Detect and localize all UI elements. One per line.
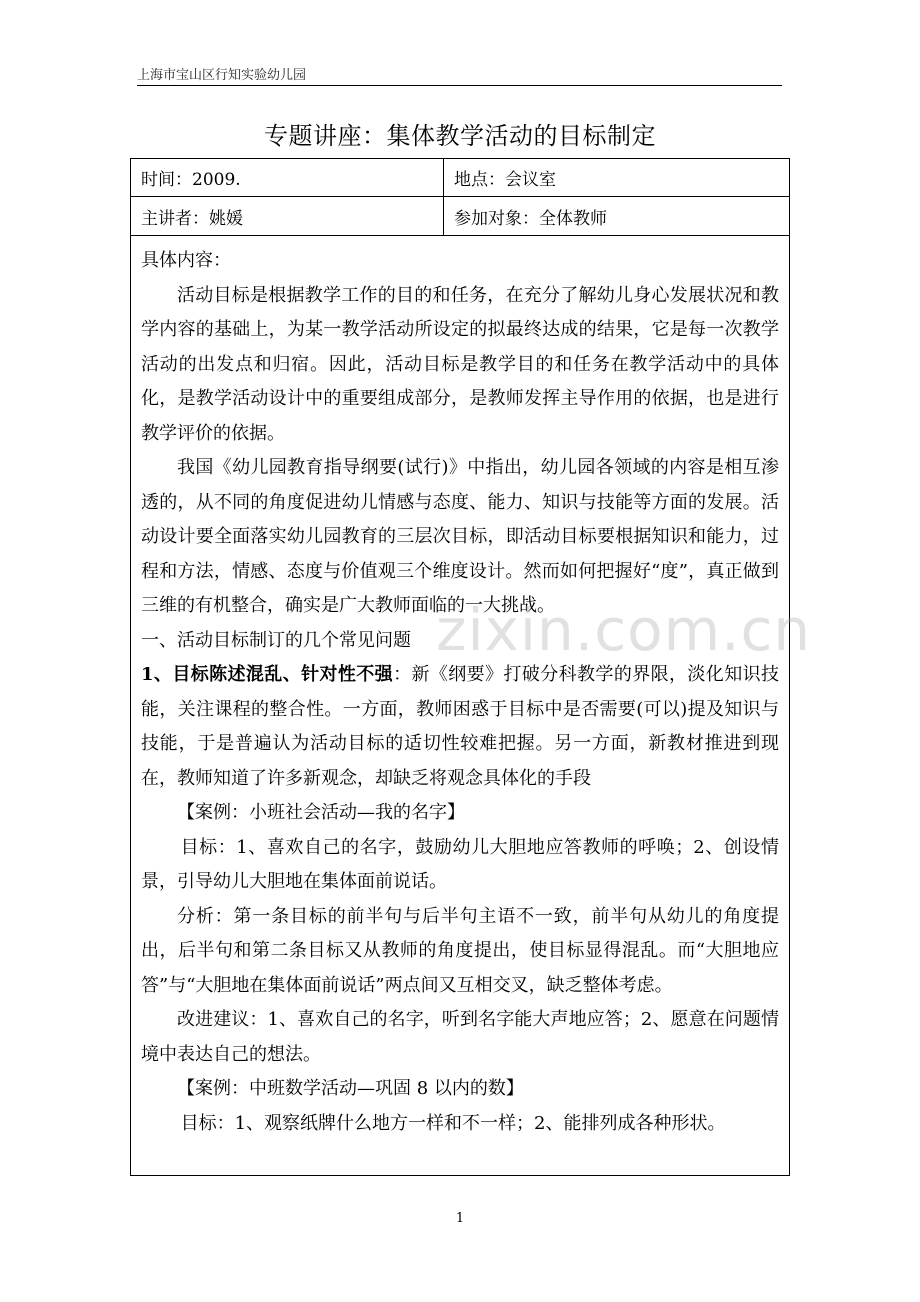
case-1-suggestion: 改进建议：1、喜欢自己的名字，听到名字能大声地应答；2、愿意在问题情境中表达自己的想法。 — [141, 1009, 779, 1065]
time-cell: 时间：2009. — [131, 159, 444, 196]
page-title: 专题讲座：集体教学活动的目标制定 — [264, 122, 656, 150]
case-2-goal: 目标：1、观察纸牌什么地方一样和不一样；2、能排列成各种形状。 — [180, 1112, 726, 1134]
content-cell — [131, 236, 789, 1175]
header-org: 上海市宝山区行知实验幼儿园 — [137, 68, 307, 83]
paragraph-1: 活动目标是根据教学工作的目的和任务，在充分了解幼儿身心发展状况和教学内容的基础上，为某一教学活动所设定的拟最终达成的结果，它是每一次教学活动的出发点和归宿。因此，活动目标是教学目的和任务在教学活动中的具体化，是教学活动设计中的重要组成部分，是教师发挥主导作用的依据，也是进行教学评价的依据。 — [141, 284, 779, 444]
case-1-analysis: 分析：第一条目标的前半句与后半句主语不一致，前半句从幼儿的角度提出，后半句和第二条目标又从教师的角度提出，使目标显得混乱。而“大胆地应答”与“大胆地在集体面前说话”两点间又互相交叉，缺乏整体考虑。 — [141, 905, 779, 996]
header-rule — [137, 85, 782, 86]
place-cell: 地点：会议室 — [454, 170, 556, 190]
section-heading-1: 一、活动目标制订的几个常见问题 — [141, 629, 411, 651]
info-row-1 — [131, 159, 789, 197]
speaker-cell: 主讲者：姚媛 — [131, 197, 444, 235]
case-2-title: 【案例：中班数学活动—巩固 8 以内的数】 — [177, 1078, 524, 1099]
lecture-table — [130, 158, 790, 1176]
case-1-goal: 目标：1、喜欢自己的名字，鼓励幼儿大胆地应答教师的呼唤；2、创设情景，引导幼儿大胆地在集体面前说话。 — [141, 836, 779, 892]
case-1-title: 【案例：小班社会活动—我的名字】 — [177, 802, 465, 823]
audience-cell: 参加对象：全体教师 — [454, 208, 607, 229]
info-row-2 — [131, 197, 789, 236]
item-1-text: ：新《纲要》打破分科教学的界限，淡化知识技能，关注课程的整合性。一方面，教师困惑于目标中是否需要(可以)提及知识与技能，于是普遍认为活动目标的适切性较难把握。另一方面，新教材推进到现在，教师知道了许多新观念，却缺乏将观念具体化的手段 — [141, 664, 779, 789]
page-number: 1 — [455, 1211, 465, 1226]
item-1-title: 1、目标陈述混乱、针对性不强 — [141, 664, 394, 685]
content-heading: 具体内容： — [141, 250, 231, 271]
item-1 — [141, 658, 779, 796]
paragraph-2: 我国《幼儿园教育指导纲要(试行)》中指出，幼儿园各领域的内容是相互渗透的，从不同的角度促进幼儿情感与态度、能力、知识与技能等方面的发展。活动设计要全面落实幼儿园教育的三层次目标，即活动目标要根据知识和能力，过程和方法，情感、态度与价值观三个维度设计。然而如何把握好“度”，真正做到三维的有机整合，确实是广大教师面临的一大挑战。 — [141, 457, 779, 616]
watermark: zixin.com.cn — [436, 596, 812, 664]
